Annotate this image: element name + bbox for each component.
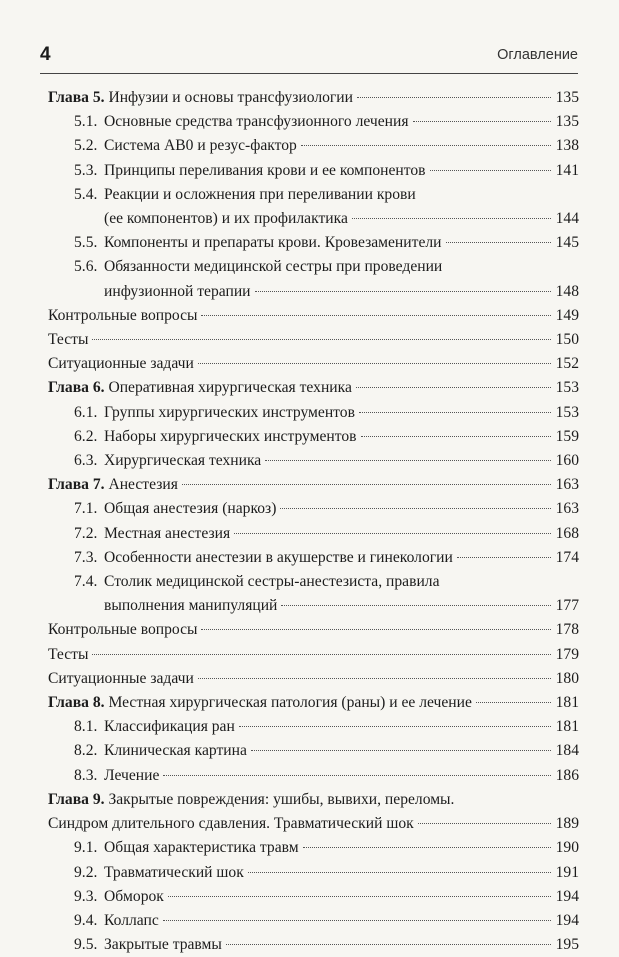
dot-leader (430, 169, 551, 171)
section-number: 9.3. (74, 887, 98, 905)
toc-section[interactable] (48, 739, 579, 763)
chapter-label: Глава 5. (48, 89, 105, 106)
toc-title (74, 449, 261, 473)
toc-section[interactable] (48, 836, 579, 860)
dot-leader (359, 411, 551, 413)
toc-title-text: Синдром длительного сдавления. Травматический шок (48, 815, 414, 833)
page-ref: 181 (555, 694, 579, 712)
toc-title (104, 594, 277, 618)
toc-title-text: выполнения манипуляций (104, 597, 278, 615)
toc-section[interactable] (48, 570, 579, 618)
section-number: 8.1. (74, 718, 98, 736)
toc-title-text: Система АВ0 и резус-фактор (104, 137, 297, 155)
page-ref: 152 (555, 355, 579, 373)
toc-title (104, 207, 348, 231)
section-number: 5.4. (74, 185, 98, 203)
dot-leader (457, 556, 551, 558)
dot-leader (163, 919, 551, 921)
toc-title-text: Принципы переливания крови и ее компонентов (104, 161, 426, 179)
dot-leader (255, 290, 551, 292)
toc-section[interactable] (48, 522, 579, 546)
toc-title (74, 231, 442, 255)
toc-line (74, 909, 579, 933)
toc-title-text: Закрытые повреждения: ушибы, вывихи, переломы. (108, 790, 455, 808)
toc-entry[interactable] (48, 618, 579, 642)
toc-title (74, 885, 164, 909)
toc-title-text: Травматический шок (104, 863, 244, 881)
dot-leader (234, 532, 551, 534)
page-ref: 180 (555, 669, 579, 687)
toc-title (74, 573, 440, 590)
toc-title (48, 618, 197, 642)
toc-line (48, 304, 579, 328)
dot-leader (163, 774, 551, 776)
dot-leader (201, 314, 551, 316)
toc-title-text: Хирургическая техника (104, 452, 262, 470)
toc-section[interactable] (48, 497, 579, 521)
page-ref: 150 (555, 331, 579, 349)
toc-line (74, 183, 579, 207)
dot-leader (361, 435, 551, 437)
section-number: 9.1. (74, 839, 98, 857)
toc-line (74, 836, 579, 860)
toc-title (74, 258, 442, 275)
toc-line (74, 401, 579, 425)
toc-section[interactable] (48, 425, 579, 449)
toc-title-text: Ситуационные задачи (48, 355, 194, 373)
toc-line (74, 764, 579, 788)
page-ref: 191 (555, 863, 579, 881)
toc-chapter[interactable] (48, 473, 579, 497)
dot-leader (265, 459, 551, 461)
toc-entry[interactable] (48, 304, 579, 328)
page-ref: 144 (555, 210, 579, 228)
toc-line (48, 643, 579, 667)
toc-line (74, 207, 579, 231)
dot-leader (446, 241, 552, 243)
toc-title (74, 110, 409, 134)
toc-line (48, 352, 579, 376)
toc-line (74, 739, 579, 763)
toc-chapter[interactable] (48, 691, 579, 715)
section-number: 6.1. (74, 403, 98, 421)
toc-line (48, 473, 579, 497)
toc-title-text: Клиническая картина (104, 742, 247, 760)
page-ref: 195 (555, 936, 579, 954)
dot-leader (92, 653, 551, 655)
toc-title-text: Закрытые травмы (104, 936, 222, 954)
toc-section[interactable] (48, 449, 579, 473)
toc-title (74, 739, 247, 763)
toc-section[interactable] (48, 231, 579, 255)
toc-title-text: Инфузии и основы трансфузиологии (108, 89, 353, 106)
section-number: 8.3. (74, 766, 98, 784)
toc-title (74, 134, 297, 158)
page-ref: 163 (555, 476, 579, 494)
toc-line (74, 280, 579, 304)
toc-title-text: Контрольные вопросы (48, 621, 198, 639)
section-number: 7.2. (74, 524, 98, 542)
toc-title-text: Ситуационные задачи (48, 669, 194, 687)
toc-title-text: Наборы хирургических инструментов (104, 427, 357, 445)
toc-section[interactable] (48, 159, 579, 183)
page-ref: 181 (555, 718, 579, 736)
page-ref: 149 (555, 306, 579, 324)
page-ref: 138 (555, 137, 579, 155)
toc-section[interactable] (48, 134, 579, 158)
page-ref: 178 (555, 621, 579, 639)
page-ref: 153 (555, 379, 579, 397)
section-number: 7.3. (74, 548, 98, 566)
page-ref: 141 (555, 161, 579, 179)
toc-section[interactable] (48, 110, 579, 134)
dot-leader (352, 217, 551, 219)
toc-section[interactable] (48, 183, 579, 231)
toc-line (48, 788, 579, 812)
toc-title (48, 473, 178, 497)
toc-section[interactable] (48, 861, 579, 885)
toc-entry[interactable] (48, 643, 579, 667)
dot-leader (413, 120, 551, 122)
dot-leader (182, 483, 551, 485)
section-number: 8.2. (74, 742, 98, 760)
toc-line (74, 255, 579, 279)
toc-title-text: Оперативная хирургическая техника (108, 379, 352, 397)
toc-chapter[interactable] (48, 86, 579, 110)
toc-line (74, 110, 579, 134)
toc-section[interactable] (48, 255, 579, 303)
toc-title (74, 909, 159, 933)
page-ref: 135 (555, 89, 579, 106)
page-ref: 184 (555, 742, 579, 760)
toc-entry[interactable] (48, 328, 579, 352)
toc-title-text: Общая характеристика травм (104, 839, 299, 857)
page-header (40, 44, 578, 72)
toc-title (48, 86, 353, 110)
toc-title (48, 328, 88, 352)
toc-line (74, 933, 579, 957)
toc-title-text: Анестезия (108, 476, 178, 494)
dot-leader (303, 846, 551, 848)
toc-section[interactable] (48, 764, 579, 788)
toc-title-text: Лечение (104, 766, 160, 784)
toc-line (74, 497, 579, 521)
page-ref: 160 (555, 452, 579, 470)
toc-title (74, 522, 230, 546)
dot-leader (248, 871, 551, 873)
toc-entry[interactable] (48, 352, 579, 376)
toc-line (74, 159, 579, 183)
page-ref: 135 (555, 113, 579, 131)
toc-line (74, 861, 579, 885)
toc-section[interactable] (48, 546, 579, 570)
toc-line (74, 570, 579, 594)
toc-title (74, 425, 357, 449)
toc-line (48, 328, 579, 352)
toc-title (48, 352, 194, 376)
toc-line (48, 691, 579, 715)
toc-line (74, 231, 579, 255)
dot-leader (357, 96, 551, 98)
toc-title (74, 715, 235, 739)
toc-section[interactable] (48, 933, 579, 957)
toc-title-text: Тесты (48, 331, 89, 349)
page-ref: 179 (555, 645, 579, 663)
toc-section[interactable] (48, 401, 579, 425)
dot-leader (356, 386, 551, 388)
toc-title (74, 186, 416, 203)
section-number: 5.5. (74, 234, 98, 252)
toc-title (48, 691, 472, 715)
toc-title-text: Тесты (48, 645, 89, 663)
toc-title-text: Реакции и осложнения при переливании крови (104, 185, 416, 203)
page-ref: 163 (555, 500, 579, 518)
toc-title (48, 376, 352, 400)
toc-chapter[interactable] (48, 376, 579, 400)
toc-section[interactable] (48, 885, 579, 909)
page-ref: 174 (555, 548, 579, 566)
section-number: 9.4. (74, 911, 98, 929)
toc-title (74, 546, 453, 570)
section-number: 6.2. (74, 427, 98, 445)
toc-title (48, 643, 88, 667)
toc-section[interactable] (48, 715, 579, 739)
page-ref: 177 (555, 597, 579, 615)
toc-title-text: Группы хирургических инструментов (104, 403, 355, 421)
toc-title-text: Обязанности медицинской сестры при проведении (104, 258, 443, 276)
toc-title-text: Местная хирургическая патология (раны) и ее лечение (108, 694, 472, 712)
dot-leader (280, 507, 551, 509)
section-number: 5.1. (74, 113, 98, 131)
toc-entry[interactable] (48, 667, 579, 691)
page-ref: 194 (555, 887, 579, 905)
toc-line (74, 425, 579, 449)
running-head: Оглавление (497, 47, 578, 63)
toc-line (74, 449, 579, 473)
dot-leader (92, 338, 551, 340)
toc-title (74, 497, 276, 521)
toc-chapter[interactable] (48, 788, 579, 836)
section-number: 7.1. (74, 500, 98, 518)
toc-title (48, 304, 197, 328)
toc-title-text: Основные средства трансфузионного лечения (104, 113, 409, 131)
toc-title-text: Местная анестезия (104, 524, 231, 542)
section-number: 5.6. (74, 258, 98, 276)
toc-line (48, 812, 579, 836)
dot-leader (301, 144, 551, 146)
toc-line (74, 715, 579, 739)
section-number: 5.2. (74, 137, 98, 155)
toc-title-text: Обморок (104, 887, 164, 905)
toc-title (74, 836, 299, 860)
dot-leader (251, 749, 551, 751)
toc-title (48, 812, 414, 836)
page-ref: 168 (555, 524, 579, 542)
toc-title-text: Классификация ран (104, 718, 235, 736)
dot-leader (198, 362, 551, 364)
toc-title (74, 159, 426, 183)
dot-leader (418, 822, 551, 824)
page-ref: 159 (555, 427, 579, 445)
toc-title (48, 791, 454, 808)
page-ref: 186 (555, 766, 579, 784)
section-number: 6.3. (74, 452, 98, 470)
section-number: 7.4. (74, 573, 98, 591)
toc-line (74, 546, 579, 570)
page-ref: 189 (555, 815, 579, 833)
page-number: 4 (40, 44, 51, 65)
dot-leader (168, 895, 551, 897)
toc-title (48, 667, 194, 691)
toc-section[interactable] (48, 909, 579, 933)
page-ref: 194 (555, 911, 579, 929)
toc-line (74, 134, 579, 158)
toc-line (48, 86, 579, 110)
chapter-label: Глава 7. (48, 476, 105, 494)
section-number: 9.2. (74, 863, 98, 881)
dot-leader (198, 677, 551, 679)
toc-title (74, 764, 159, 788)
header-rule (40, 73, 578, 74)
toc-title-text: Коллапс (104, 911, 159, 929)
toc-line (48, 618, 579, 642)
toc-title (74, 933, 222, 957)
toc-title (104, 280, 251, 304)
toc-title-text: (ее компонентов) и их профилактика (104, 210, 348, 228)
toc-title-text: Столик медицинской сестры-анестезиста, правила (104, 573, 440, 591)
toc-title (74, 401, 355, 425)
toc-line (48, 667, 579, 691)
section-number: 9.5. (74, 936, 98, 954)
chapter-label: Глава 9. (48, 790, 105, 808)
toc-line (74, 885, 579, 909)
page-ref: 145 (555, 234, 579, 252)
page-ref: 148 (555, 282, 579, 300)
toc-title-text: Контрольные вопросы (48, 306, 198, 324)
dot-leader (201, 628, 551, 630)
chapter-label: Глава 6. (48, 379, 105, 397)
toc-line (74, 522, 579, 546)
chapter-label: Глава 8. (48, 694, 105, 712)
toc-title-text: Компоненты и препараты крови. Кровезаменители (104, 234, 442, 252)
toc-title-text: Общая анестезия (наркоз) (104, 500, 277, 518)
dot-leader (476, 701, 551, 703)
page-ref: 190 (555, 839, 579, 857)
toc-title-text: инфузионной терапии (104, 282, 251, 300)
toc-title-text: Особенности анестезии в акушерстве и гинекологии (104, 548, 453, 566)
dot-leader (281, 604, 551, 606)
table-of-contents (48, 86, 579, 957)
page-ref: 153 (555, 403, 579, 421)
dot-leader (239, 725, 551, 727)
section-number: 5.3. (74, 161, 98, 179)
toc-title (74, 861, 244, 885)
toc-line (48, 376, 579, 400)
dot-leader (226, 943, 551, 945)
toc-line (74, 594, 579, 618)
